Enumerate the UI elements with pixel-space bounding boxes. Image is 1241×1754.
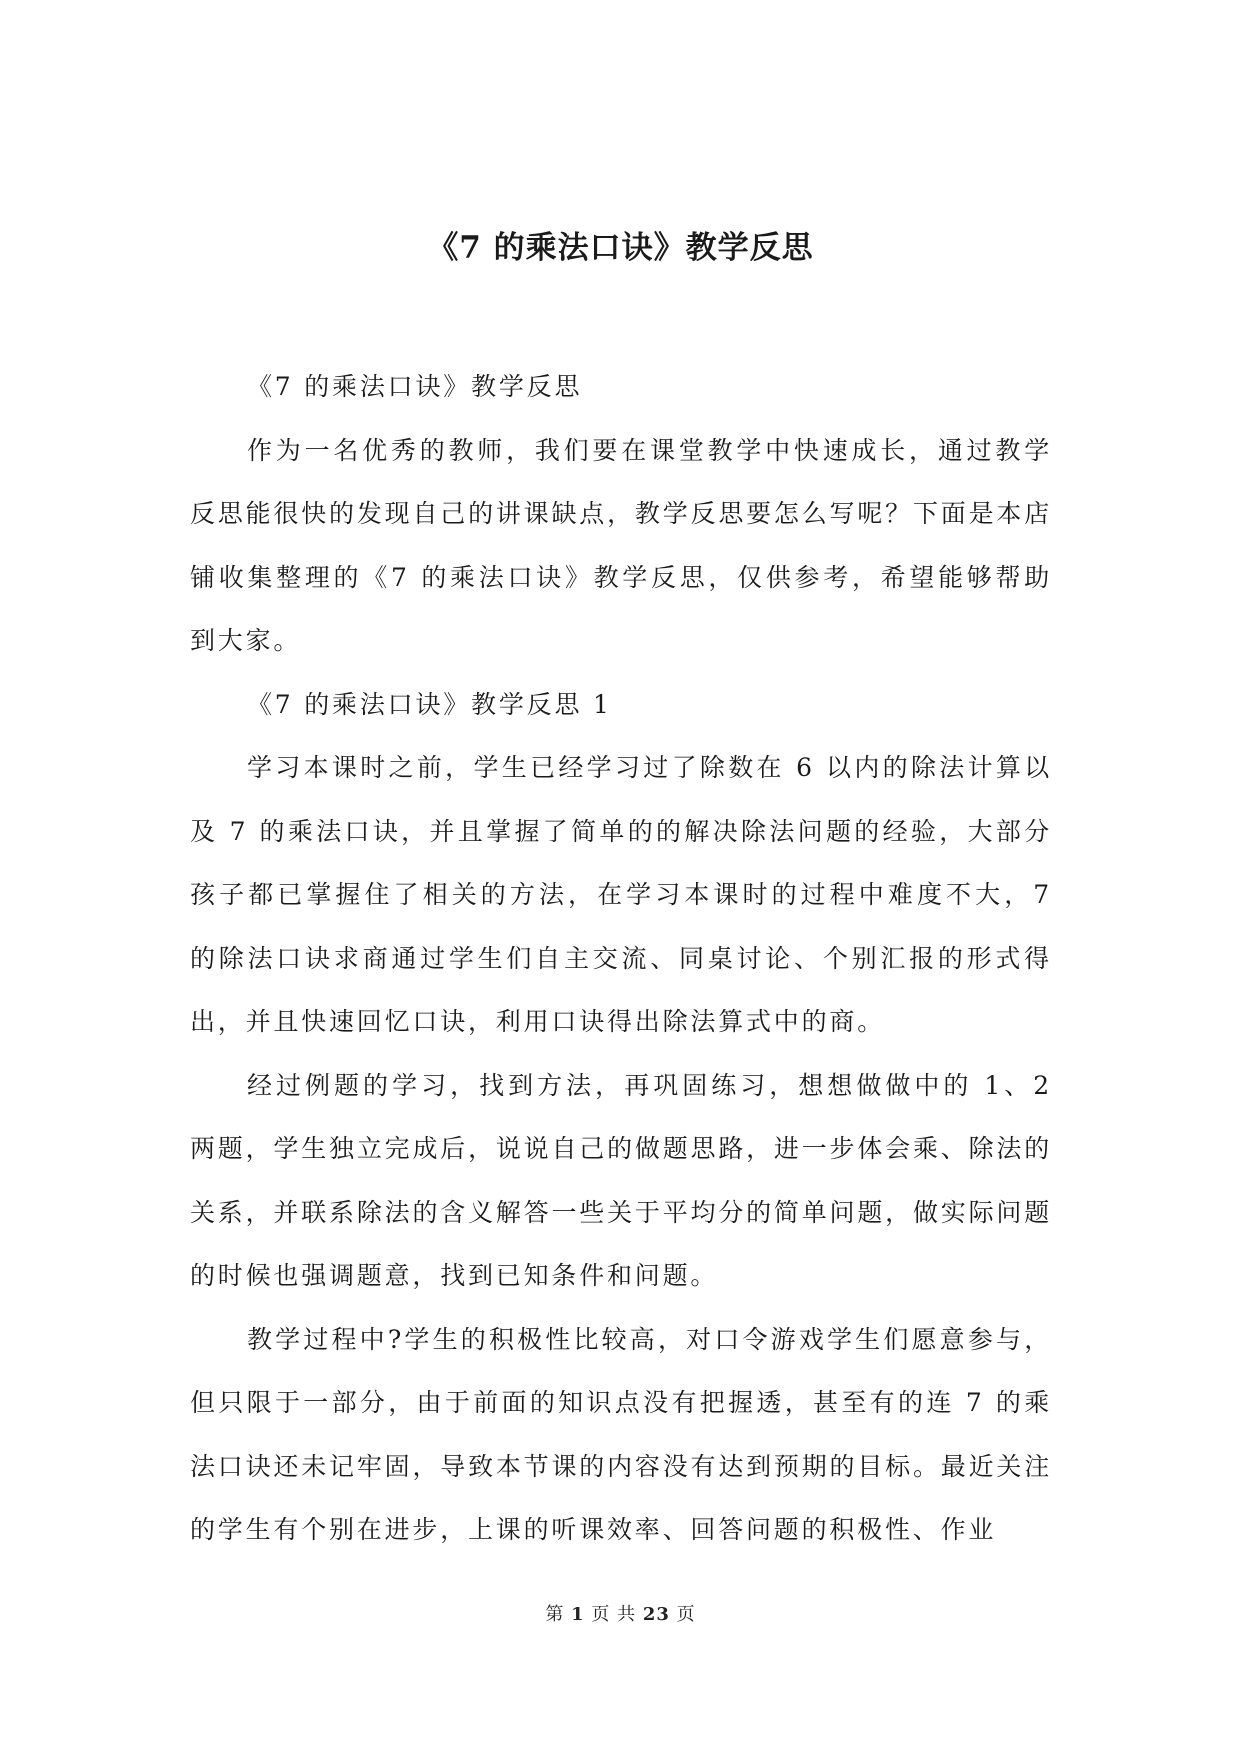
footer-prefix: 第	[545, 1604, 565, 1625]
footer-suffix: 页	[676, 1604, 696, 1625]
document-title: 《7 的乘法口诀》教学反思	[427, 230, 814, 266]
paragraph-subtitle: 《7 的乘法口诀》教学反思	[247, 372, 583, 401]
page-footer	[0, 1600, 1241, 1626]
paragraph-section-heading: 《7 的乘法口诀》教学反思 1	[247, 689, 612, 719]
current-page-number: 1	[571, 1604, 585, 1625]
total-pages-number: 23	[642, 1604, 670, 1625]
paragraph-body: 学习本课时之前，学生已经学习过了除数在 6 以内的除法计算以及 7 的乘法口诀，并且掌握了简单的的解决除法问题的经验，大部分孩子都已掌握住了相关的方法，在学习本课时的过程中难度不大，7 的除法口诀求商通过学生们自主交流、同桌讨论、个别汇报的形式得出，并且快速回忆口诀，利用口诀得出除法算式中的商。	[190, 753, 1052, 1036]
footer-middle: 页 共	[591, 1604, 637, 1625]
document-body	[190, 355, 1052, 1562]
paragraph-body: 教学过程中?学生的积极性比较高，对口令游戏学生们愿意参与，但只限于一部分，由于前面的知识点没有把握透，甚至有的连 7 的乘法口诀还未记牢固，导致本节课的内容没有达到预期的目标。最近关注的学生有个别在进步，上课的听课效率、回答问题的积极性、作业	[190, 1324, 1052, 1544]
paragraph-intro: 作为一名优秀的教师，我们要在课堂教学中快速成长，通过教学反思能很快的发现自己的讲课缺点，教学反思要怎么写呢？下面是本店铺收集整理的《7 的乘法口诀》教学反思，仅供参考，希望能够帮助到大家。	[190, 435, 1052, 655]
paragraph-body: 经过例题的学习，找到方法，再巩固练习，想想做做中的 1、2 两题，学生独立完成后，说说自己的做题思路，进一步体会乘、除法的关系，并联系除法的含义解答一些关于平均分的简单问题，做实际问题的时候也强调题意，找到已知条件和问题。	[190, 1070, 1052, 1290]
